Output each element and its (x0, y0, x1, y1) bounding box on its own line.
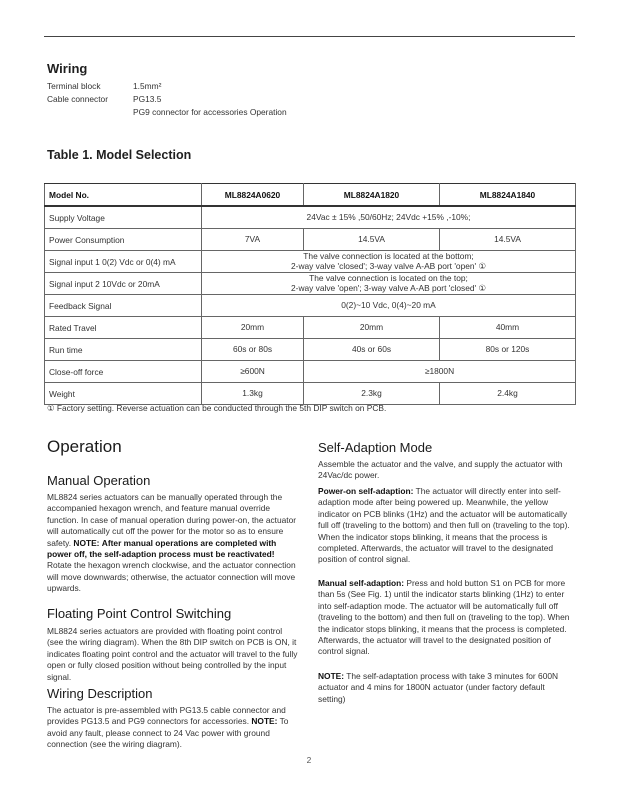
wiring-title: Wiring (47, 61, 88, 76)
wiring-description-heading: Wiring Description (47, 686, 153, 701)
spec-value-terminal-block: 1.5mm² (133, 81, 162, 91)
row-label: Power Consumption (45, 229, 202, 251)
spec-label-cable-connector: Cable connector (47, 94, 108, 104)
row-label: Signal input 1 0(2) Vdc or 0(4) mA (45, 251, 202, 273)
table-row-feedback-signal (45, 295, 576, 317)
table-row-close-off-force (45, 361, 576, 383)
row-value: 40mm (440, 317, 576, 339)
row-value-line: The valve connection is located on the top; (309, 273, 468, 283)
power-on-self-adaption-text (318, 486, 573, 566)
manual-operation-heading: Manual Operation (47, 473, 151, 488)
row-value (202, 251, 576, 273)
row-label: Supply Voltage (45, 206, 202, 229)
manual-self-adaption-text (318, 578, 573, 658)
row-value: 0(2)~10 Vdc, 0(4)~20 mA (202, 295, 576, 317)
wiring-description-note-label: NOTE: (251, 716, 278, 727)
self-adaption-note-label: NOTE: (318, 671, 345, 681)
table-row-supply-voltage (45, 206, 576, 229)
row-value: 2.4kg (440, 383, 576, 405)
manual-operation-note-label: NOTE: (73, 537, 100, 548)
table-title: Table 1. Model Selection (47, 148, 192, 162)
row-label: Signal input 2 10Vdc or 20mA (45, 273, 202, 295)
table-row-run-time (45, 339, 576, 361)
table-header-ml8824a1840: ML8824A1840 (440, 184, 576, 207)
table-row-rated-travel (45, 317, 576, 339)
floating-control-text: ML8824 series actuators are provided with floating point control (see the wiring diagram). When the 8th DIP switch on PCB is ON, it indicates floating point control and the actuator will travel to the fully open or fully closed position without being controlled by the input signal. (47, 626, 298, 682)
row-value (202, 273, 576, 295)
manual-self-adaption-label: Manual self-adaption: (318, 578, 405, 588)
spec-value-accessories: PG9 connector for accessories Operation (133, 107, 287, 117)
table-row-signal-input-1 (45, 251, 576, 273)
self-adaption-note (318, 671, 573, 705)
table-header-ml8824a1820: ML8824A1820 (304, 184, 440, 207)
self-adaption-heading: Self-Adaption Mode (318, 440, 433, 455)
row-value: 2.3kg (304, 383, 440, 405)
top-rule (44, 36, 575, 37)
table-row-weight (45, 383, 576, 405)
row-value: 20mm (202, 317, 304, 339)
row-label: Feedback Signal (45, 295, 202, 317)
row-value: 60s or 80s (202, 339, 304, 361)
spec-label-terminal-block: Terminal block (47, 81, 101, 91)
row-value: 40s or 60s (304, 339, 440, 361)
row-value: 7VA (202, 229, 304, 251)
row-value-line: 2-way valve 'open'; 3-way valve A-AB port 'closed' ① (291, 282, 486, 293)
manual-self-adaption-body: Press and hold button S1 on PCB for more than 5s (See Fig. 1) until the indicator starts blinking (1Hz) to enter into self-adaption mode. The actuator will be automatically full off (traveling to the bottom) and then full on (traveling to the top). When the indicator stops blinking, it means that the process is completed. Afterwards, the actuator will travel to the designated position of control signal. (318, 578, 570, 657)
operation-heading: Operation (47, 437, 122, 456)
table-footnote: ① Factory setting. Reverse actuation can be conducted through the 5th DIP switch on PCB. (47, 403, 387, 413)
manual-operation-note-text: After manual operations are completed with power off, the self-adaption process must be reactivated! (47, 537, 277, 560)
table-header-model-no: Model No. (45, 184, 202, 207)
row-value: 20mm (304, 317, 440, 339)
floating-control-heading: Floating Point Control Switching (47, 606, 232, 621)
row-value: 14.5VA (304, 229, 440, 251)
power-on-self-adaption-label: Power-on self-adaption: (318, 486, 414, 496)
model-selection-table (44, 183, 576, 405)
row-value: 14.5VA (440, 229, 576, 251)
row-value-line: The valve connection is located at the bottom; (303, 251, 474, 261)
row-label: Weight (45, 383, 202, 405)
row-label: Run time (45, 339, 202, 361)
power-on-self-adaption-body: The actuator will directly enter into self-adaption mode after being powered up. Meanwhile, the yellow indicator on PCB blinks (1Hz) and the actuator will be automatically full off (traveling to the bottom) and then full on (traveling to the top). When the indicator stops blinking, it means that the process is completed. Afterwards, the actuator will travel to the designated position of control signal. (318, 486, 570, 565)
wiring-spec-list (47, 80, 347, 120)
self-adaption-note-text: The self-adaptation process with take 3 minutes for 600N actuator and 4 mins for 1800N actuator (under factory default setting) (318, 671, 559, 704)
wiring-description-body: The actuator is pre-assembled with PG13.5 cable connector and provides PG13.5 and PG9 connectors for accessories. (47, 705, 286, 727)
table-header-ml8824a0620: ML8824A0620 (202, 184, 304, 207)
row-value: 24Vac ± 15% ,50/60Hz; 24Vdc +15% ,-10%; (202, 206, 576, 229)
row-value: ≥600N (202, 361, 304, 383)
self-adaption-intro: Assemble the actuator and the valve, and supply the actuator with 24Vac/dc power. (318, 459, 563, 481)
manual-operation-body-2: Rotate the hexagon wrench clockwise, and the actuator connection will move downwards; otherwise, the actuator connection will move upwards. (47, 560, 296, 594)
wiring-description-text (47, 705, 300, 751)
row-value: 80s or 120s (440, 339, 576, 361)
manual-operation-text (47, 492, 300, 595)
table-row-power-consumption (45, 229, 576, 251)
row-value-line: 2-way valve 'closed'; 3-way valve A-AB port 'open' ① (291, 260, 486, 271)
wiring-description-note-text: To avoid any fault, please connect to 24 Vac power with ground connection (see the wiring diagram). (47, 716, 289, 750)
table-row-signal-input-2 (45, 273, 576, 295)
row-value: 1.3kg (202, 383, 304, 405)
row-label: Rated Travel (45, 317, 202, 339)
table-header-row (45, 184, 576, 207)
spec-value-cable-connector: PG13.5 (133, 94, 162, 104)
page-number: 2 (306, 755, 312, 765)
manual-operation-body: ML8824 series actuators can be manually operated through the accompanied hexagon wrench, and feature manual override function. In case of manual operation during power-on, the actuator will automatically cut off the power for the motor so as to ensure safety. (47, 492, 297, 548)
row-label: Close-off force (45, 361, 202, 383)
row-value: ≥1800N (304, 361, 576, 383)
